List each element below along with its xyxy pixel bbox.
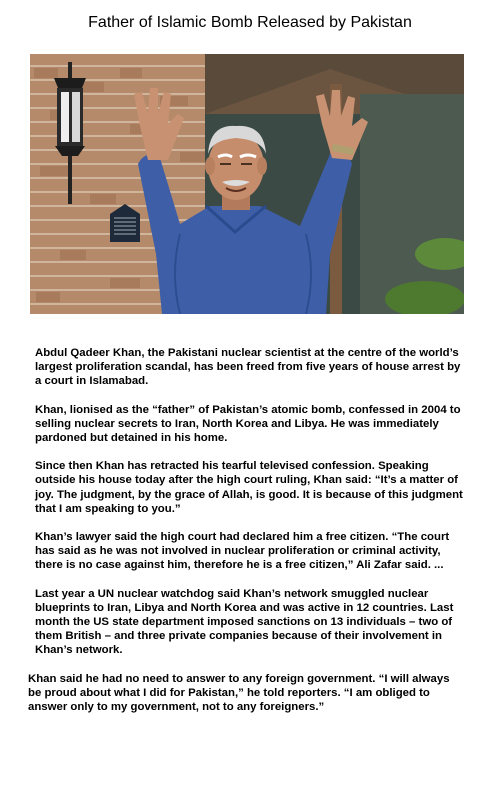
headline: Father of Islamic Bomb Released by Pakistan	[88, 14, 412, 31]
article-paragraph: Khan, lionised as the “father” of Pakistan’s atomic bomb, confessed in 2004 to selling nuclear secrets to Iran, North Korea and Libya. He was immediately pardoned but detained in his home.	[35, 403, 461, 445]
article-paragraph: Last year a UN nuclear watchdog said Khan’s network smuggled nuclear blueprints to Iran, Libya and North Korea and was active in 12 countries. Last month the US state department imposed sanctions on 13 individuals – two of them British – and three private companies because of their involvement in Khan’s network.	[35, 587, 454, 657]
news-photo	[30, 54, 464, 314]
article-paragraph: Since then Khan has retracted his tearful televised confession. Speaking outside his house today after the high court ruling, Khan said: “It’s a matter of joy. The judgment, by the grace of Allah, is good. It is because of this judgment that I am speaking to you.”	[35, 460, 463, 515]
article-paragraph: Khan’s lawyer said the high court had declared him a free citizen. “The court has said as he was not involved in nuclear proliferation or criminal activity, there is no case against him, therefore he is a free citizen,” Ali Zafar said. ...	[35, 531, 450, 572]
article-paragraph: Khan said he had no need to answer to any foreign government. “I will always be proud about what I did for Pakistan,” he told reporters. “I am obliged to answer only to my government, not to any foreigners.”	[28, 672, 450, 714]
article-paragraph: Abdul Qadeer Khan, the Pakistani nuclear scientist at the centre of the world’s largest proliferation scandal, has been freed from five years of house arrest by a court in Islamabad.	[35, 347, 461, 388]
article-body	[28, 346, 465, 728]
